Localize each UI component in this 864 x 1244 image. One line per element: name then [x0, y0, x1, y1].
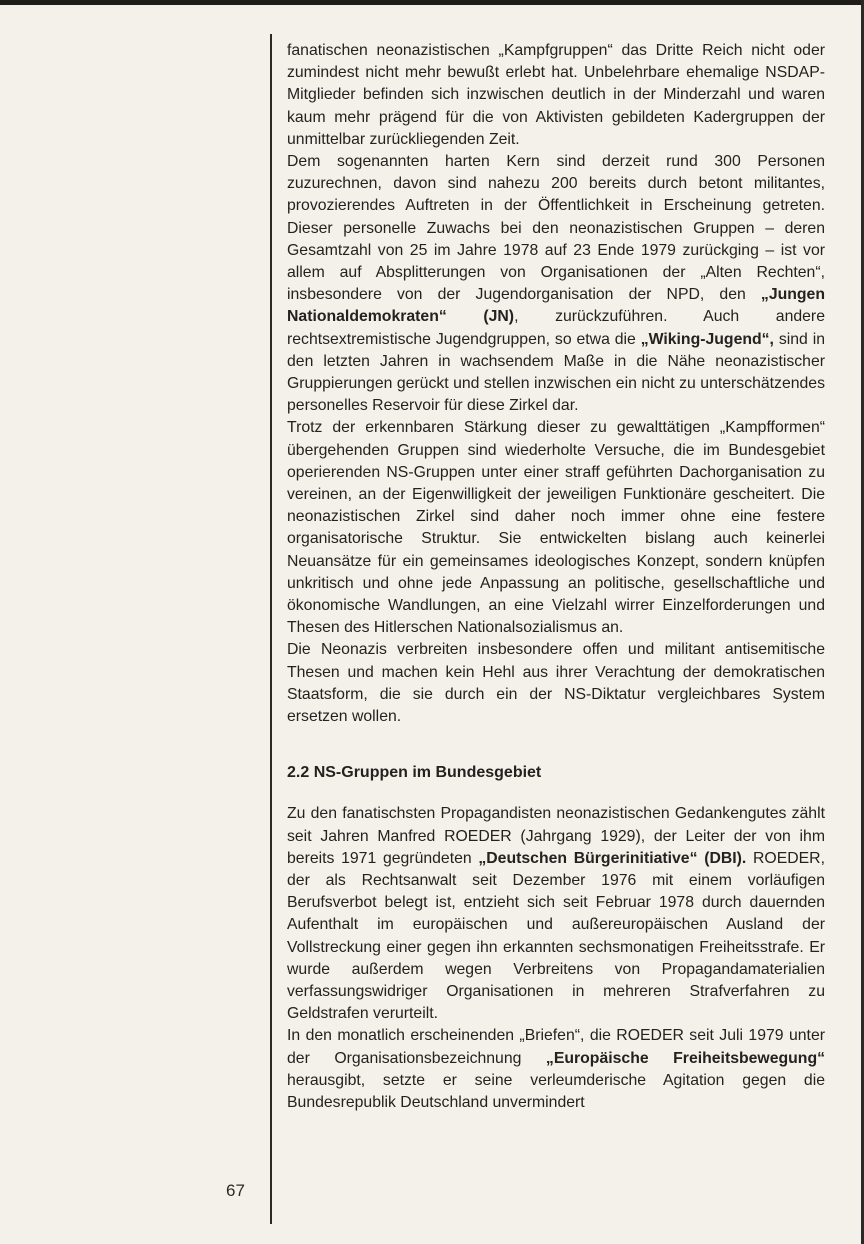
text-run: Zu den fanatischsten Propagandisten neonazistischen Gedankengutes zählt seit Jahren Manfred ROEDER (Jahrgang 1929), der Leiter der von ihm bereits 1971 gegründeten [287, 805, 825, 867]
margin-vertical-rule [270, 34, 272, 1224]
text-run: herausgibt, setzte er seine verleumderische Agitation gegen die Bundesrepublik Deutschland unvermindert [287, 1071, 825, 1111]
body-paragraph [287, 639, 825, 728]
text-run: sind in den letzten Jahren in wachsendem Maße in die Nähe neonazistischer Gruppierungen gerückt und stellen inzwischen ein nicht zu unterschätzendes personelles Reservoir für diese Zirkel dar. [287, 330, 825, 415]
body-paragraph [287, 40, 825, 151]
text-run: Dem sogenannten harten Kern sind derzeit rund 300 Personen zuzurechnen, davon sind nahezu 200 bereits durch betont militantes, provozierendes Auftreten in der Öffentlichkeit in Erscheinung getreten. Dieser personelle Zuwachs bei den neonazistischen Gruppen – deren Gesamtzahl von 25 im Jahre 1978 auf 23 Ende 1979 zurückging – ist vor allem auf Absplitterungen von Organisationen der „Alten Rechten“, insbesondere von der Jugendorganisation der NPD, den [287, 153, 825, 304]
section-heading: 2.2 NS-Gruppen im Bundesgebiet [287, 764, 542, 782]
bold-term: „Europäische Freiheitsbewegung“ [545, 1049, 825, 1067]
text-run: In den monatlich erscheinenden „Briefen“, die ROEDER seit Juli 1979 unter der Organisationsbezeichnung [287, 1027, 825, 1067]
text-run: Trotz der erkennbaren Stärkung dieser zu gewalttätigen „Kampfformen“ übergehenden Gruppen sind wiederholte Versuche, die im Bundesgebiet operierenden NS-Gruppen unter einer straff geführten Dachorganisation zu vereinen, an der Eigenwilligkeit der jeweiligen Funktionäre gescheitert. Die neonazistischen Zirkel sind daher noch immer ohne eine festere organisatorische Struktur. Sie entwickelten bislang auch keinerlei Neuansätze für ein gemeinsames ideologisches Konzept, sondern knüpfen unkritisch und ohne jede Anpassung an politische, gesellschaftliche und ökonomische Wandlungen, an eine Vielzahl wirrer Einzelforderungen und Thesen des Hitlerschen Nationalsozialismus an. [287, 419, 825, 637]
text-column [287, 40, 825, 1114]
text-run: ROEDER, der als Rechtsanwalt seit Dezember 1976 mit einem vorläufigen Berufsverbot belegt ist, entzieht sich seit Februar 1978 durch dauernden Aufenthalt im europäischen und außereuropäischen Ausland der Vollstreckung einer gegen ihn erkannten sechsmonatigen Freiheitsstrafe. Er wurde außerdem wegen Verbreitens von Propagandamaterialien verfassungswidriger Organisationen in mehreren Strafverfahren zu Geldstrafen verurteilt. [287, 849, 825, 1023]
bold-term: „Deutschen Bürgerinitiative“ (DBI). [478, 849, 747, 867]
bold-term: „Wiking-Jugend“, [640, 330, 774, 348]
paragraph-group-bottom [287, 803, 825, 1114]
top-border-rule [0, 0, 864, 5]
body-paragraph [287, 417, 825, 639]
text-run: fanatischen neonazistischen „Kampfgruppen“ das Dritte Reich nicht oder zumindest nicht mehr bewußt erlebt hat. Unbelehrbare ehemalige NSDAP-Mitglieder befinden sich inzwischen deutlich in der Minderzahl und waren kaum mehr prägend für die von Aktivisten gebildeten Kadergruppen der unmittelbar zurückliegenden Zeit. [287, 42, 825, 148]
paragraph-group-top [287, 40, 825, 728]
text-run: , zurückzuführen. Auch andere rechtsextremistische Jugendgruppen, so etwa die [287, 308, 825, 348]
body-paragraph [287, 1025, 825, 1114]
bold-term: „Jungen Nationaldemokraten“ (JN) [287, 286, 825, 326]
page-number: 67 [226, 1181, 245, 1200]
body-paragraph [287, 151, 825, 417]
body-paragraph [287, 803, 825, 1025]
text-run: Die Neonazis verbreiten insbesondere offen und militant antisemitische Thesen und machen kein Hehl aus ihrer Verachtung der demokratischen Staatsform, die sie durch ein der NS-Diktatur vergleichbares System ersetzen wollen. [287, 641, 825, 726]
